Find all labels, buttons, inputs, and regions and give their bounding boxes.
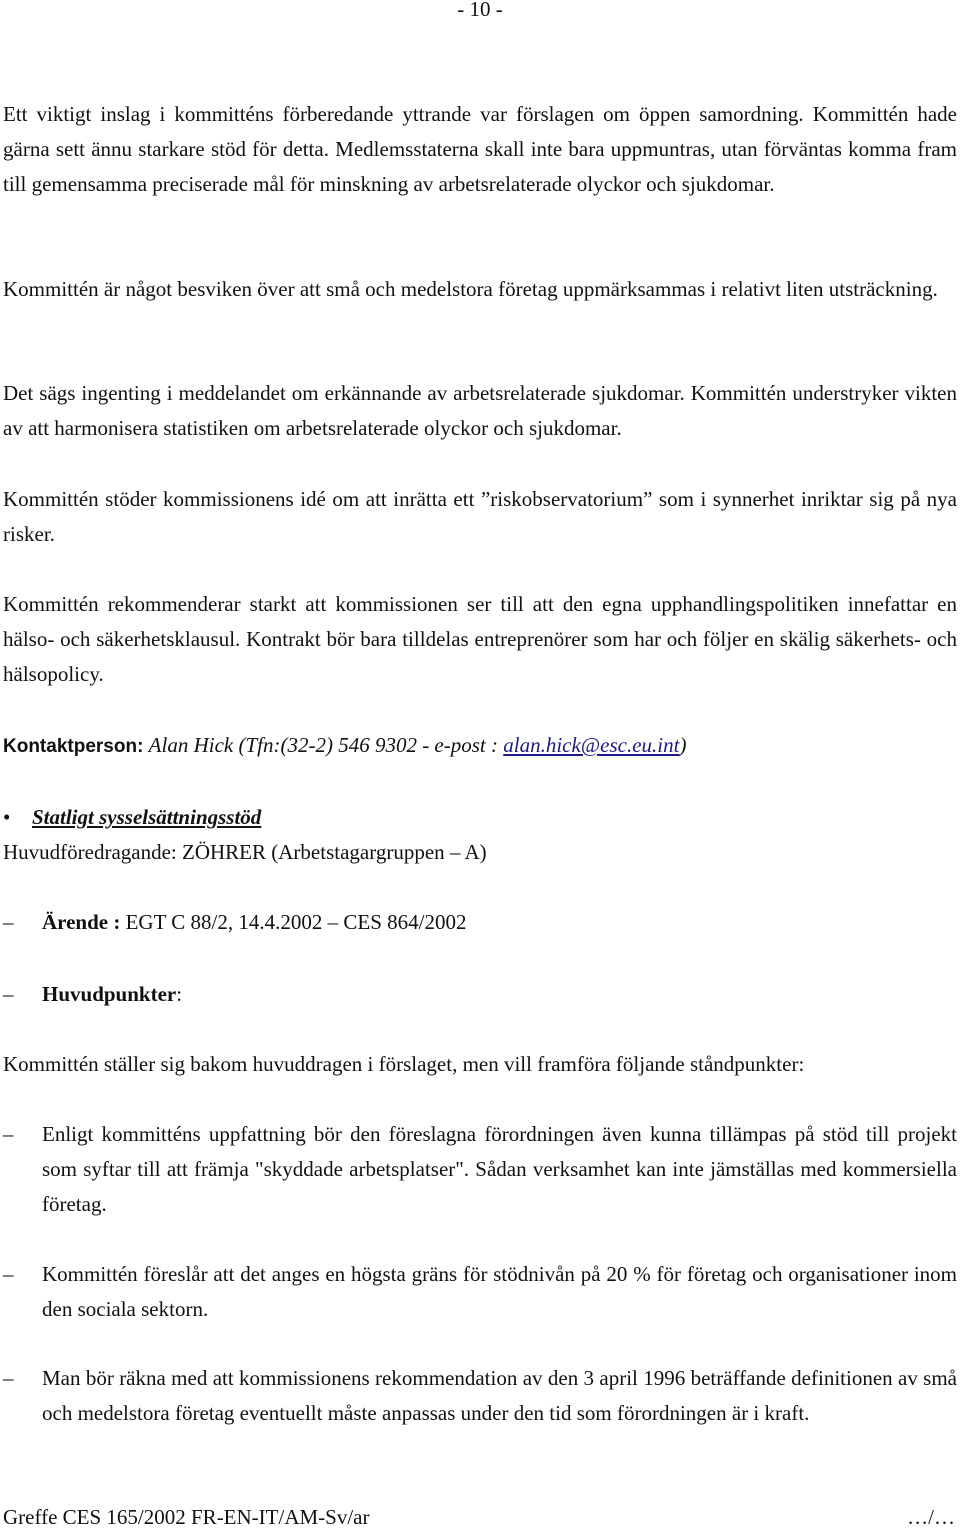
dash-marker: – (3, 1122, 14, 1146)
list-item (3, 1117, 957, 1222)
paragraph-open-coordination: Ett viktigt inslag i kommitténs förberedande yttrande var förslagen om öppen samordning. Kommittén hade gärna sett ännu starkare stöd för detta. Medlemsstaterna skall inte bara uppmuntras, utan förväntas komma fram till gemensamma preciserade mål för minskning av arbetsrelaterade olyckor och sjukdomar. (3, 102, 957, 196)
footer-reference: Greffe CES 165/2002 FR-EN-IT/AM-Sv/ar (3, 1505, 370, 1529)
list-item (3, 1257, 957, 1327)
section-title: Statligt sysselsättningsstöd (32, 805, 262, 829)
gist-colon: : (176, 982, 183, 1006)
list-item-text: Enligt kommitténs uppfattning bör den föreslagna förordningen även kunna tillämpas på stöd till projekt som syftar till att främja "skyddade arbetsplatser". Sådan verksamhet kan inte jämställas med kommersiella företag. (42, 1122, 957, 1216)
gist-intro: Kommittén ställer sig bakom huvuddragen i förslaget, men vill framföra följande ståndpunkter: (3, 1052, 805, 1076)
dash-marker: – (3, 1366, 14, 1390)
rapporteur-line: Huvudföredragande: ZÖHRER (Arbetstagargruppen – A) (3, 840, 487, 864)
reference-label: Ärende : (42, 910, 121, 934)
bullet-icon: • (3, 805, 11, 829)
section-heading (3, 800, 261, 835)
gist-label: Huvudpunkter (42, 982, 177, 1006)
dash-marker: – (3, 910, 14, 934)
reference-line (3, 905, 467, 940)
reference-value: EGT C 88/2, 14.4.2002 – CES 864/2002 (120, 910, 467, 934)
paragraph-sme: Kommittén är något besviken över att små och medelstora företag uppmärksammas i relativt liten utsträckning. (3, 277, 938, 301)
footer-continuation: …/… (907, 1505, 955, 1529)
contact-closing: ) (679, 733, 687, 757)
list-item (3, 1361, 957, 1431)
paragraph-procurement: Kommittén rekommenderar starkt att kommissionen ser till att den egna upphandlingspolitiken innefattar en hälso- och säkerhetsklausul. Kontrakt bör bara tilldelas entreprenörer som har och följer en skälig säkerhets- och hälsopolicy. (3, 592, 957, 686)
contact-label: Kontaktperson: (3, 736, 144, 757)
contact-line (3, 728, 957, 764)
dash-marker: – (3, 1262, 14, 1286)
list-item-text: Kommittén föreslår att det anges en högsta gräns för stödnivån på 20 % för företag och organisationer inom den sociala sektorn. (42, 1262, 957, 1321)
contact-details: Alan Hick (Tfn:(32-2) 546 9302 - e-post : (148, 733, 504, 757)
paragraph-risk-observatory: Kommittén stöder kommissionens idé om att inrätta ett ”riskobservatorium” som i synnerhet inriktar sig på nya risker. (3, 487, 957, 546)
page-number: - 10 - (457, 0, 503, 21)
gist-line (3, 977, 182, 1012)
list-item-text: Man bör räkna med att kommissionens rekommendation av den 3 april 1996 beträffande definitionen av små och medelstora företag eventuellt måste anpassas under den tid som förordningen är i kraft. (42, 1366, 957, 1425)
paragraph-occupational-diseases: Det sägs ingenting i meddelandet om erkännande av arbetsrelaterade sjukdomar. Kommittén understryker vikten av att harmonisera statistiken om arbetsrelaterade olyckor och sjukdomar. (3, 381, 957, 440)
contact-email-link[interactable]: alan.hick@esc.eu.int (503, 733, 680, 757)
dash-marker: – (3, 982, 14, 1006)
